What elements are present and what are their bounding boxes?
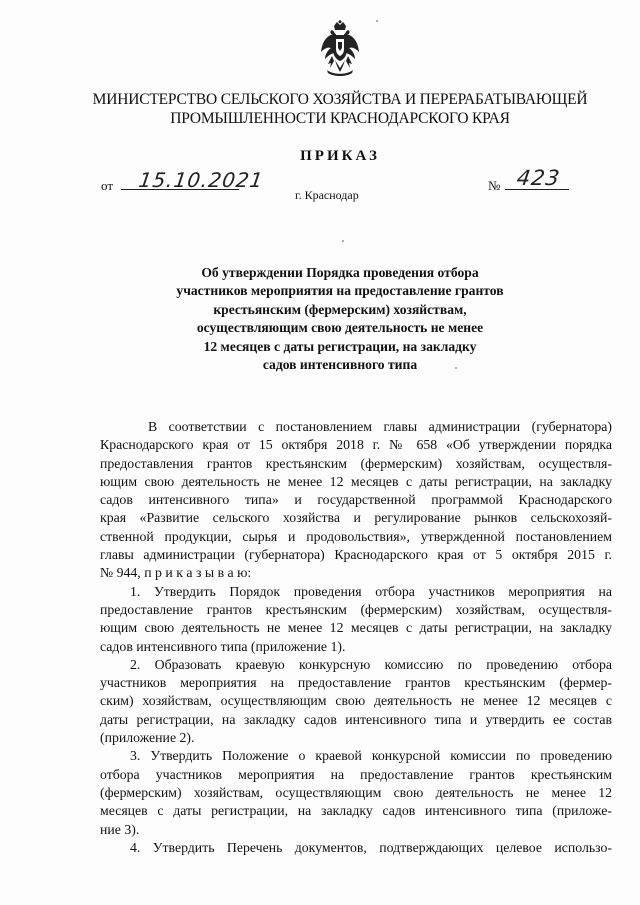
body-line: В соответствии с постановлением главы администрации (губернатора) bbox=[148, 419, 612, 434]
ministry-line-2: ПРОМЫШЛЕННОСТИ КРАСНОДАРСКОГО КРАЯ bbox=[170, 110, 510, 127]
body-paragraph bbox=[100, 839, 612, 857]
ministry-line-1: МИНИСТЕРСТВО СЕЛЬСКОГО ХОЗЯЙСТВА И ПЕРЕРАБАТЫВАЮЩЕЙ bbox=[92, 91, 588, 108]
body-line: 3. Утвердить Положение о краевой конкурсной комиссии по проведению bbox=[130, 748, 612, 764]
subject-line: садов интенсивного типа bbox=[262, 357, 418, 373]
body-line: 2. Образовать краевую конкурсную комиссию по проведению отбора bbox=[130, 656, 612, 672]
body-line: садов интенсивного типа (приложение 1). bbox=[100, 638, 346, 654]
order-subject bbox=[140, 264, 540, 374]
body-line: ющим свою деятельность не менее 12 месяцев с даты регистрации, на закладку bbox=[100, 620, 612, 636]
body-line: месяцев с даты регистрации, на закладку садов интенсивного типа (приложе- bbox=[100, 803, 612, 819]
date-prefix: от bbox=[101, 178, 114, 193]
body-line: Краснодарского края от 15 октября 2018 г. № 658 «Об утверждении порядка bbox=[100, 437, 612, 453]
ministry-name bbox=[60, 90, 620, 128]
body-line: края «Развитие сельского хозяйства и регулирование рынков сельскохозяй- bbox=[100, 510, 612, 526]
subject-line: крестьянским (фермерским) хозяйствам, bbox=[213, 301, 467, 317]
body-paragraph bbox=[100, 418, 612, 583]
body-line: 4. Утвердить Перечень документов, подтверждающих целевое использо- bbox=[130, 839, 612, 855]
body-line: предоставления грантов крестьянским (фермерским) хозяйствам, осуществля- bbox=[100, 455, 612, 471]
city: г. Краснодар bbox=[295, 188, 359, 202]
body-line: даты регистрации, на закладку садов интенсивного типа и утвердить ее состав bbox=[100, 711, 612, 727]
body-line: главы администрации (губернатора) Краснодарского края от 5 октября 2015 г. bbox=[100, 547, 612, 563]
body-line: № 944, п р и к а з ы в а ю: bbox=[100, 565, 252, 581]
scan-speck bbox=[455, 367, 457, 369]
body-line: ским) хозяйствам, осуществляющим свою деятельность не менее 12 месяцев с bbox=[100, 693, 612, 709]
body-line: 1. Утвердить Порядок проведения отбора участников мероприятия на bbox=[130, 583, 612, 599]
body-line: садов интенсивного типа» и государственной программой Краснодарского bbox=[100, 492, 612, 508]
body-line: предоставление грантов крестьянским (фермерским) хозяйствам, осуществля- bbox=[100, 601, 612, 617]
body-line: ственной продукции, сырья и продовольствия», утвержденной постановлением bbox=[100, 528, 612, 544]
scan-speck bbox=[342, 240, 344, 242]
body-paragraph bbox=[100, 747, 612, 838]
body-line: отбора участников мероприятия на предоставление грантов крестьянским bbox=[100, 766, 612, 782]
subject-line: Об утверждении Порядка проведения отбора bbox=[201, 265, 479, 280]
body-line: (приложение 2). bbox=[100, 730, 195, 746]
body-line: ющим свою деятельность не менее 12 месяцев с даты регистрации, на закладку bbox=[100, 473, 612, 489]
order-number: 423 bbox=[515, 166, 562, 190]
body-line: (фермерским) хозяйствам, осуществляющим свою деятельность не менее 12 bbox=[100, 784, 612, 800]
number-prefix: № bbox=[488, 178, 501, 193]
body-line: участников мероприятия на предоставление грантов крестьянским (фермер- bbox=[100, 675, 612, 691]
order-title: ПРИКАЗ bbox=[300, 148, 380, 164]
body-paragraph bbox=[100, 656, 612, 747]
order-body bbox=[100, 418, 612, 857]
scan-speck bbox=[376, 20, 378, 22]
subject-line: участников мероприятия на предоставление грантов bbox=[176, 283, 504, 299]
subject-line: 12 месяцев с даты регистрации, на закладку bbox=[203, 338, 477, 354]
body-line: ние 3). bbox=[100, 821, 140, 837]
subject-line: осуществляющим свою деятельность не менее bbox=[196, 320, 484, 336]
body-paragraph bbox=[100, 583, 612, 656]
order-date: 15.10.2021 bbox=[137, 168, 266, 192]
coat-of-arms-icon bbox=[319, 20, 361, 80]
